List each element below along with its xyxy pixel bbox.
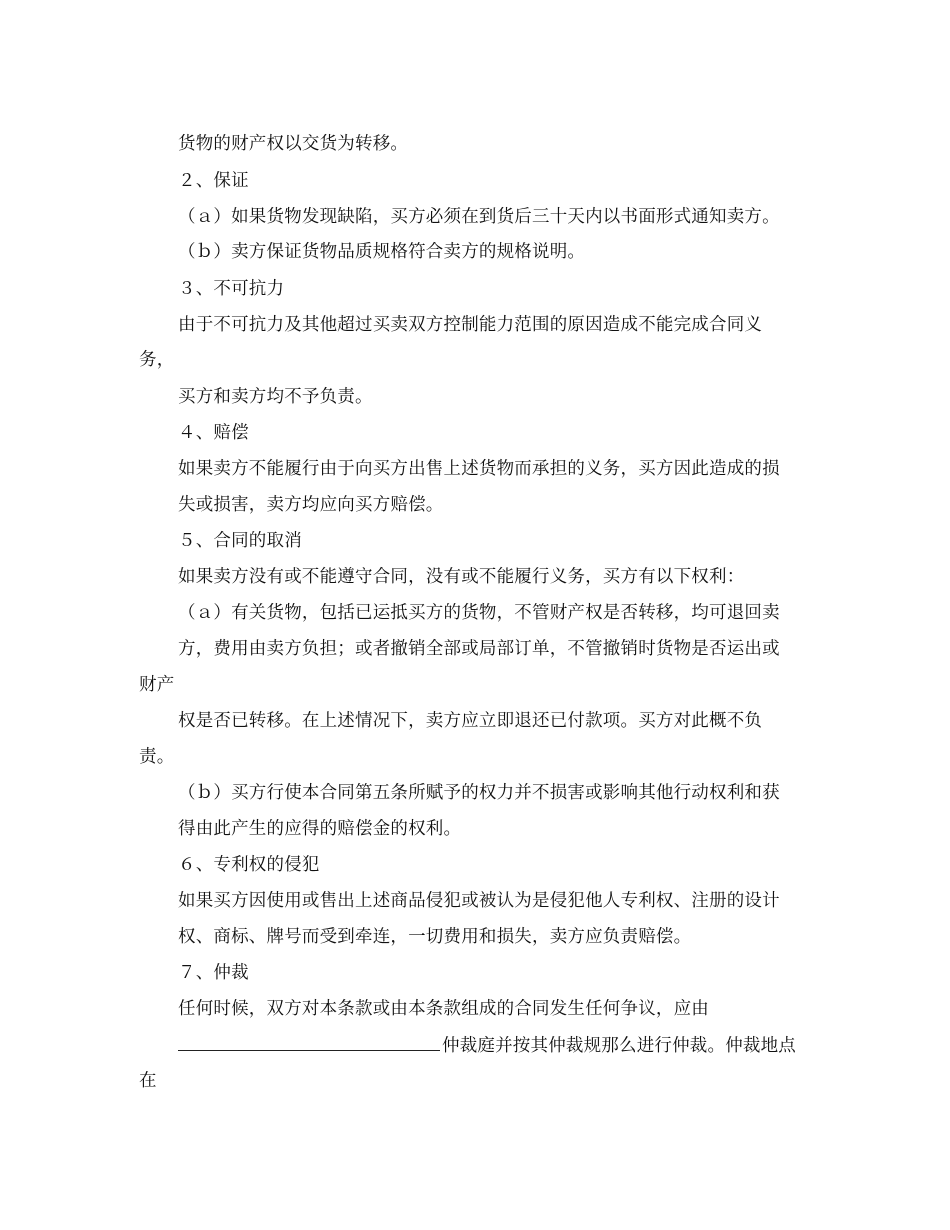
text-line-cancellation-5: 权是否已转移。在上述情况下，卖方应立即退还已付款项。买方对此概不负 [178, 711, 763, 731]
fill-in-blank [178, 1033, 440, 1051]
section-heading-cancellation: ５、合同的取消 [178, 531, 302, 551]
text-line-cancellation-8: 得由此产生的应得的赔偿金的权利。 [178, 819, 462, 839]
text-line-quality-guarantee: （ｂ）卖方保证货物品质规格符合卖方的规格说明。 [178, 242, 586, 262]
text-line-cancellation-2: （ａ）有关货物，包括已运抵买方的货物，不管财产权是否转移，均可退回卖 [178, 603, 780, 623]
text-line-arbitration-1: 任何时候，双方对本条款或由本条款组成的合同发生任何争议，应由 [178, 999, 709, 1019]
section-heading-compensation: ４、赔偿 [178, 423, 249, 443]
section-heading-force-majeure: ３、不可抗力 [178, 279, 285, 299]
text-line-cancellation-4: 财产 [139, 675, 175, 695]
text-line-compensation-2: 失或损害，卖方均应向买方赔偿。 [178, 495, 444, 515]
text-line-arbitration-2 [178, 1033, 796, 1058]
text-line-cancellation-6: 责。 [139, 747, 175, 767]
text-line-force-majeure-3: 买方和卖方均不予负责。 [178, 387, 373, 407]
text-line-cancellation-7: （ｂ）买方行使本合同第五条所赋予的权力并不损害或影响其他行动权利和获 [178, 783, 780, 803]
text-line-compensation-1: 如果卖方不能履行由于向买方出售上述货物而承担的义务，买方因此造成的损 [178, 459, 780, 479]
text-line-patent-1: 如果买方因使用或售出上述商品侵犯或被认为是侵犯他人专利权、注册的设计 [178, 891, 780, 911]
text-line-cancellation-1: 如果卖方没有或不能遵守合同，没有或不能履行义务，买方有以下权利： [178, 567, 745, 587]
section-heading-patent: ６、专利权的侵犯 [178, 855, 320, 875]
text-line-cancellation-3: 方，费用由卖方负担；或者撤销全部或局部订单，不管撤销时货物是否运出或 [178, 639, 780, 659]
text-line-arbitration-3: 在 [139, 1071, 157, 1091]
section-heading-arbitration: ７、仲裁 [178, 963, 249, 983]
text-line-transfer: 货物的财产权以交货为转移。 [178, 134, 409, 154]
text-line-force-majeure-1: 由于不可抗力及其他超过买卖双方控制能力范围的原因造成不能完成合同义 [178, 315, 763, 335]
section-heading-warranty: ２、保证 [178, 171, 249, 191]
text-line-patent-2: 权、商标、牌号而受到牵连，一切费用和损失，卖方应负责赔偿。 [178, 927, 692, 947]
text-line-defect-notice: （ａ）如果货物发现缺陷，买方必须在到货后三十天内以书面形式通知卖方。 [178, 207, 780, 227]
text-line-force-majeure-2: 务， [139, 350, 175, 370]
text-arbitration-rules: 仲裁庭并按其仲裁规那么进行仲裁。仲裁地点 [442, 1036, 796, 1056]
